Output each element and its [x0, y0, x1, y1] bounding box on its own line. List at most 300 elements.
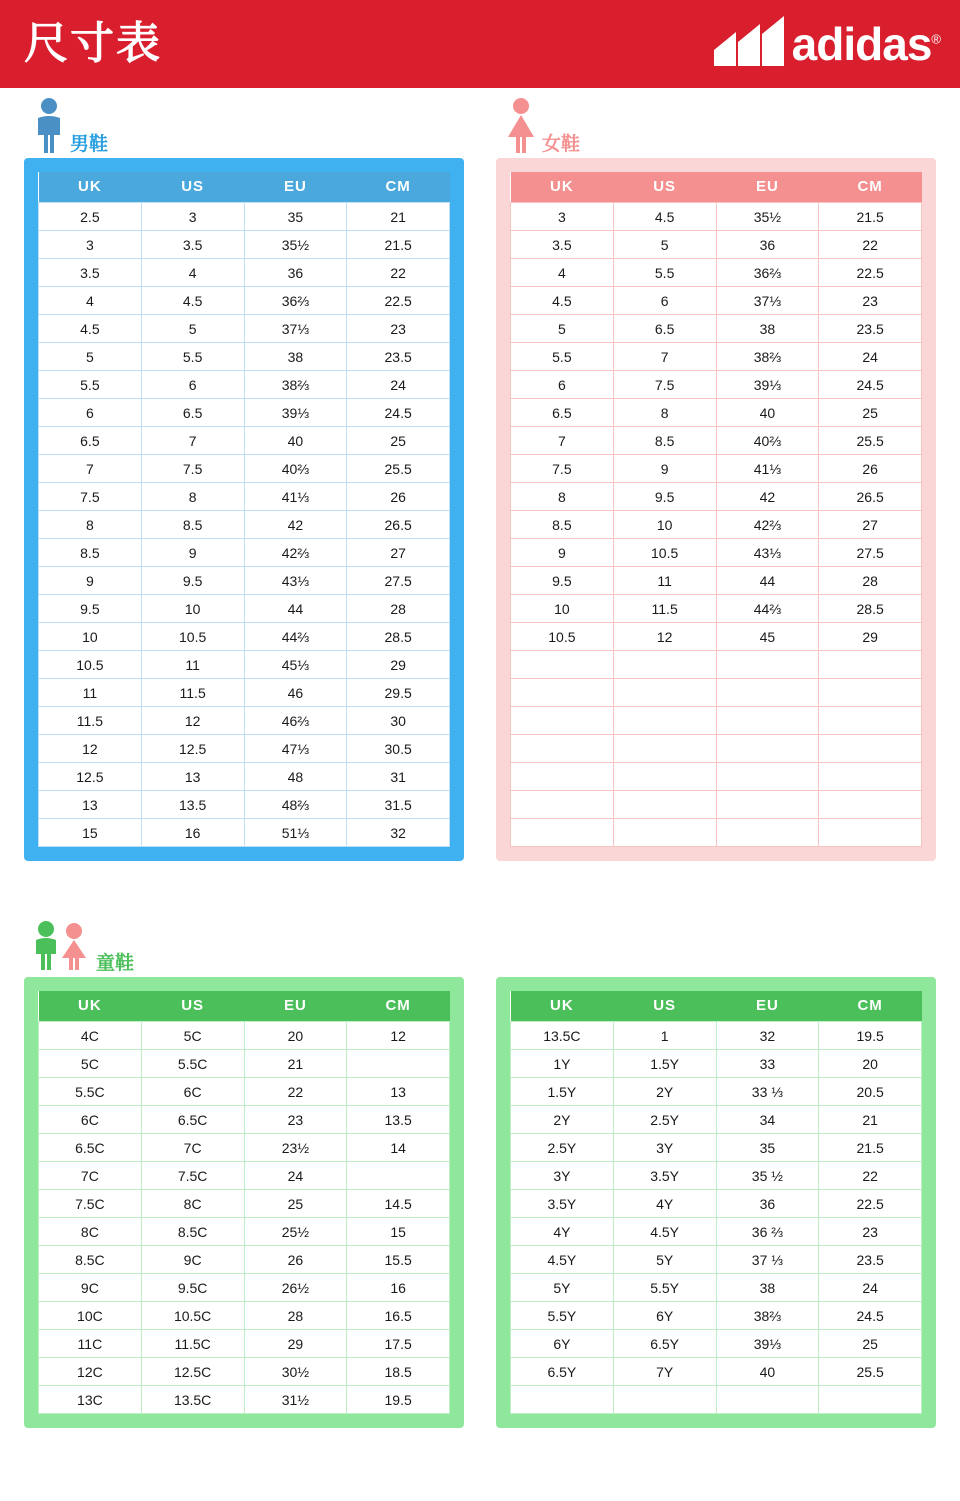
kids-left-cell-cm: 12 [347, 1022, 450, 1050]
kids-left-chart-card [24, 977, 464, 1428]
table-row [39, 455, 450, 483]
kids-left-cell-uk: 5C [39, 1050, 142, 1078]
men-cell-cm: 29 [347, 651, 450, 679]
kids-right-cell-uk: 2Y [511, 1106, 614, 1134]
kids-right-cell-cm: 22 [819, 1162, 922, 1190]
men-cell-eu: 44⅔ [244, 623, 347, 651]
kids-right-cell-uk: 6Y [511, 1330, 614, 1358]
men-cell-uk: 11 [39, 679, 142, 707]
kids-charts-row [24, 977, 936, 1428]
table-row [39, 1106, 450, 1134]
women-cell-eu: 36 [716, 231, 819, 259]
table-row [39, 679, 450, 707]
adidas-wordmark [791, 18, 940, 70]
table-row [39, 259, 450, 287]
kids-right-cell-uk: 4Y [511, 1218, 614, 1246]
kids-left-cell-us: 6.5C [141, 1106, 244, 1134]
kids-left-section [24, 977, 464, 1428]
women-cell-us: 4.5 [613, 203, 716, 231]
women-cell-eu: 40⅔ [716, 427, 819, 455]
kids-left-cell-uk: 9C [39, 1274, 142, 1302]
table-row [511, 511, 922, 539]
women-col-header-eu: EU [716, 172, 819, 203]
women-cell-us: 10.5 [613, 539, 716, 567]
men-cell-us: 6 [141, 371, 244, 399]
men-section [24, 88, 464, 861]
men-chart-card [24, 158, 464, 861]
kids-left-col-header-eu: EU [244, 991, 347, 1022]
men-cell-cm: 23 [347, 315, 450, 343]
kids-left-cell-eu: 29 [244, 1330, 347, 1358]
kids-right-cell-uk: 1.5Y [511, 1078, 614, 1106]
table-row [511, 623, 922, 651]
women-cell-us: 9.5 [613, 483, 716, 511]
kids-right-cell-uk: 3Y [511, 1162, 614, 1190]
table-row [511, 1106, 922, 1134]
kids-right-cell-eu: 36 ⅔ [716, 1218, 819, 1246]
kids-right-cell-eu: 36 [716, 1190, 819, 1218]
women-cell-uk: 3.5 [511, 231, 614, 259]
table-row [511, 735, 922, 763]
women-cell-uk [511, 735, 614, 763]
kids-left-cell-uk: 13C [39, 1386, 142, 1414]
men-cell-eu: 46 [244, 679, 347, 707]
kids-left-cell-eu: 23 [244, 1106, 347, 1134]
kids-right-cell-us: 6.5Y [613, 1330, 716, 1358]
bottom-spacer [24, 1428, 936, 1468]
kids-right-cell-uk: 4.5Y [511, 1246, 614, 1274]
women-cell-eu: 35½ [716, 203, 819, 231]
men-cell-eu: 43⅓ [244, 567, 347, 595]
page-header [0, 0, 960, 88]
kids-left-cell-eu: 22 [244, 1078, 347, 1106]
women-cell-eu: 38 [716, 315, 819, 343]
women-cell-cm: 24.5 [819, 371, 922, 399]
women-cell-eu: 44⅔ [716, 595, 819, 623]
table-row [511, 483, 922, 511]
kids-left-cell-uk: 11C [39, 1330, 142, 1358]
table-row [511, 1302, 922, 1330]
table-row [511, 343, 922, 371]
men-cell-eu: 45⅓ [244, 651, 347, 679]
women-cell-uk: 10.5 [511, 623, 614, 651]
men-cell-us: 9 [141, 539, 244, 567]
men-cell-us: 13.5 [141, 791, 244, 819]
women-cell-uk: 6 [511, 371, 614, 399]
table-row [39, 623, 450, 651]
men-cell-us: 10 [141, 595, 244, 623]
kids-left-cell-us: 9C [141, 1246, 244, 1274]
table-row [39, 819, 450, 847]
table-row [39, 1190, 450, 1218]
table-row [511, 1078, 922, 1106]
kids-section-header [24, 907, 936, 977]
table-row [39, 1302, 450, 1330]
kids-right-cell-us: 1 [613, 1022, 716, 1050]
men-cell-cm: 28 [347, 595, 450, 623]
men-cell-us: 12.5 [141, 735, 244, 763]
men-cell-eu: 37⅓ [244, 315, 347, 343]
women-cell-uk: 8 [511, 483, 614, 511]
men-cell-cm: 25.5 [347, 455, 450, 483]
kids-right-cell-cm: 21.5 [819, 1134, 922, 1162]
table-row [511, 231, 922, 259]
women-cell-cm: 24 [819, 343, 922, 371]
men-cell-uk: 8 [39, 511, 142, 539]
men-cell-cm: 30.5 [347, 735, 450, 763]
kids-right-cell-us: 4.5Y [613, 1218, 716, 1246]
kids-right-cell-cm: 21 [819, 1106, 922, 1134]
men-cell-eu: 42⅔ [244, 539, 347, 567]
men-col-header-uk: UK [39, 172, 142, 203]
kids-right-cell-us: 5.5Y [613, 1274, 716, 1302]
women-table-header-row [511, 172, 922, 203]
table-row [39, 1078, 450, 1106]
men-cell-eu: 35½ [244, 231, 347, 259]
kids-right-cell-uk [511, 1386, 614, 1414]
table-row [39, 791, 450, 819]
men-cell-eu: 44 [244, 595, 347, 623]
kids-left-cell-uk: 5.5C [39, 1078, 142, 1106]
men-cell-us: 4.5 [141, 287, 244, 315]
kids-left-cell-us: 6C [141, 1078, 244, 1106]
women-cell-uk [511, 651, 614, 679]
kids-right-cell-us: 7Y [613, 1358, 716, 1386]
kids-left-cell-uk: 7C [39, 1162, 142, 1190]
kids-left-cell-cm: 17.5 [347, 1330, 450, 1358]
women-cell-us: 8 [613, 399, 716, 427]
kids-right-col-header-cm: CM [819, 991, 922, 1022]
table-row [511, 1162, 922, 1190]
men-cell-cm: 25 [347, 427, 450, 455]
adidas-logo [712, 16, 940, 73]
table-row [39, 315, 450, 343]
table-row [511, 371, 922, 399]
men-cell-uk: 7.5 [39, 483, 142, 511]
kids-left-size-table [38, 991, 450, 1414]
women-cell-us: 11 [613, 567, 716, 595]
kids-left-cell-cm: 16 [347, 1274, 450, 1302]
table-row [511, 287, 922, 315]
kids-left-cell-cm: 13 [347, 1078, 450, 1106]
women-cell-cm: 23.5 [819, 315, 922, 343]
table-row [511, 1358, 922, 1386]
men-cell-cm: 22 [347, 259, 450, 287]
kids-right-cell-us: 2.5Y [613, 1106, 716, 1134]
women-cell-uk [511, 707, 614, 735]
men-cell-cm: 30 [347, 707, 450, 735]
women-cell-cm: 25 [819, 399, 922, 427]
men-cell-uk: 9.5 [39, 595, 142, 623]
women-cell-uk: 7 [511, 427, 614, 455]
kids-right-col-header-eu: EU [716, 991, 819, 1022]
men-cell-us: 8.5 [141, 511, 244, 539]
men-cell-eu: 38 [244, 343, 347, 371]
men-cell-cm: 23.5 [347, 343, 450, 371]
kids-left-cell-eu: 23½ [244, 1134, 347, 1162]
women-chart-card [496, 158, 936, 861]
kids-right-cell-eu: 33 [716, 1050, 819, 1078]
men-section-header [24, 88, 464, 158]
women-size-table [510, 172, 922, 847]
men-cell-uk: 3 [39, 231, 142, 259]
table-row [511, 763, 922, 791]
women-cell-eu: 45 [716, 623, 819, 651]
kids-right-cell-eu: 35 ½ [716, 1162, 819, 1190]
table-row [39, 427, 450, 455]
men-cell-eu: 46⅔ [244, 707, 347, 735]
kids-right-cell-cm: 23.5 [819, 1246, 922, 1274]
table-row [511, 567, 922, 595]
kids-right-cell-cm: 22.5 [819, 1190, 922, 1218]
kids-right-cell-eu: 40 [716, 1358, 819, 1386]
men-cell-cm: 26.5 [347, 511, 450, 539]
kids-right-cell-cm: 25.5 [819, 1358, 922, 1386]
men-cell-eu: 41⅓ [244, 483, 347, 511]
table-row [39, 371, 450, 399]
women-section [496, 88, 936, 861]
page-title: 尺寸表 [24, 19, 162, 68]
table-row [511, 595, 922, 623]
kids-right-cell-eu: 37 ⅓ [716, 1246, 819, 1274]
kids-right-cell-eu: 32 [716, 1022, 819, 1050]
women-cell-us [613, 735, 716, 763]
kids-left-cell-cm: 19.5 [347, 1386, 450, 1414]
women-cell-us: 8.5 [613, 427, 716, 455]
women-cell-us: 9 [613, 455, 716, 483]
women-cell-us: 12 [613, 623, 716, 651]
men-size-table [38, 172, 450, 847]
women-cell-uk: 8.5 [511, 511, 614, 539]
kids-left-cell-uk: 8.5C [39, 1246, 142, 1274]
table-row [39, 1050, 450, 1078]
women-cell-cm: 26.5 [819, 483, 922, 511]
kids-left-cell-eu: 26½ [244, 1274, 347, 1302]
women-cell-cm: 28.5 [819, 595, 922, 623]
women-cell-uk [511, 819, 614, 847]
women-cell-us: 5.5 [613, 259, 716, 287]
women-cell-uk: 10 [511, 595, 614, 623]
table-row [511, 259, 922, 287]
men-cell-uk: 6.5 [39, 427, 142, 455]
women-cell-uk: 5 [511, 315, 614, 343]
women-cell-uk: 9 [511, 539, 614, 567]
women-cell-uk: 6.5 [511, 399, 614, 427]
men-cell-uk: 9 [39, 567, 142, 595]
men-cell-us: 8 [141, 483, 244, 511]
kids-left-cell-cm: 14.5 [347, 1190, 450, 1218]
men-cell-uk: 12.5 [39, 763, 142, 791]
kids-left-col-header-uk: UK [39, 991, 142, 1022]
women-cell-eu: 40 [716, 399, 819, 427]
table-row [511, 455, 922, 483]
men-cell-us: 7.5 [141, 455, 244, 483]
adidas-wordmark-text: adidas [791, 18, 932, 70]
men-cell-cm: 31 [347, 763, 450, 791]
kids-right-cell-uk: 5Y [511, 1274, 614, 1302]
women-cell-us [613, 679, 716, 707]
kids-left-cell-cm: 14 [347, 1134, 450, 1162]
table-row [511, 1022, 922, 1050]
table-row [511, 707, 922, 735]
men-cell-cm: 24 [347, 371, 450, 399]
men-cell-uk: 11.5 [39, 707, 142, 735]
women-col-header-cm: CM [819, 172, 922, 203]
kids-right-table-header-row [511, 991, 922, 1022]
kids-left-cell-uk: 8C [39, 1218, 142, 1246]
kids-left-cell-uk: 6C [39, 1106, 142, 1134]
table-row [39, 1274, 450, 1302]
men-cell-uk: 7 [39, 455, 142, 483]
table-row [511, 679, 922, 707]
women-cell-cm: 27 [819, 511, 922, 539]
women-col-header-us: US [613, 172, 716, 203]
kids-left-table-header-row [39, 991, 450, 1022]
kids-right-cell-eu: 39⅓ [716, 1330, 819, 1358]
kids-left-cell-cm: 13.5 [347, 1106, 450, 1134]
table-row [39, 483, 450, 511]
table-row [39, 651, 450, 679]
kids-left-cell-cm: 16.5 [347, 1302, 450, 1330]
women-cell-eu [716, 707, 819, 735]
table-row [39, 1358, 450, 1386]
kids-left-cell-eu: 25 [244, 1190, 347, 1218]
adidas-three-bars-icon [712, 16, 786, 73]
men-cell-uk: 5 [39, 343, 142, 371]
table-row [39, 539, 450, 567]
men-cell-us: 7 [141, 427, 244, 455]
table-row [511, 539, 922, 567]
kids-left-col-header-us: US [141, 991, 244, 1022]
kids-right-cell-us: 4Y [613, 1190, 716, 1218]
men-cell-us: 3 [141, 203, 244, 231]
men-cell-us: 12 [141, 707, 244, 735]
men-cell-uk: 8.5 [39, 539, 142, 567]
kids-right-cell-uk: 3.5Y [511, 1190, 614, 1218]
men-cell-cm: 29.5 [347, 679, 450, 707]
women-cell-cm: 21.5 [819, 203, 922, 231]
women-cell-uk [511, 791, 614, 819]
kids-left-cell-cm [347, 1050, 450, 1078]
women-cell-eu [716, 763, 819, 791]
men-cell-cm: 24.5 [347, 399, 450, 427]
kids-right-cell-uk: 13.5C [511, 1022, 614, 1050]
men-cell-uk: 4 [39, 287, 142, 315]
kids-left-cell-us: 8C [141, 1190, 244, 1218]
women-cell-uk [511, 763, 614, 791]
women-cell-cm: 25.5 [819, 427, 922, 455]
men-cell-cm: 31.5 [347, 791, 450, 819]
kids-left-cell-eu: 21 [244, 1050, 347, 1078]
men-cell-cm: 28.5 [347, 623, 450, 651]
women-cell-us: 6 [613, 287, 716, 315]
women-cell-cm: 27.5 [819, 539, 922, 567]
women-cell-cm: 26 [819, 455, 922, 483]
women-cell-eu: 42 [716, 483, 819, 511]
kids-right-cell-us: 6Y [613, 1302, 716, 1330]
men-cell-cm: 32 [347, 819, 450, 847]
women-cell-uk: 7.5 [511, 455, 614, 483]
kids-left-cell-us: 10.5C [141, 1302, 244, 1330]
men-cell-eu: 42 [244, 511, 347, 539]
men-cell-us: 5.5 [141, 343, 244, 371]
women-cell-eu [716, 819, 819, 847]
women-cell-us [613, 763, 716, 791]
kids-right-cell-uk: 1Y [511, 1050, 614, 1078]
kids-right-cell-cm: 24 [819, 1274, 922, 1302]
women-cell-cm [819, 707, 922, 735]
men-cell-us: 5 [141, 315, 244, 343]
table-row [511, 651, 922, 679]
men-cell-eu: 40 [244, 427, 347, 455]
table-row [511, 427, 922, 455]
table-row [511, 1050, 922, 1078]
table-row [39, 763, 450, 791]
men-cell-uk: 5.5 [39, 371, 142, 399]
kids-right-cell-uk: 5.5Y [511, 1302, 614, 1330]
women-cell-eu: 41⅓ [716, 455, 819, 483]
women-cell-eu: 38⅔ [716, 343, 819, 371]
women-cell-us: 5 [613, 231, 716, 259]
men-cell-uk: 15 [39, 819, 142, 847]
kids-right-cell-us: 2Y [613, 1078, 716, 1106]
kids-right-col-header-uk: UK [511, 991, 614, 1022]
women-cell-cm: 28 [819, 567, 922, 595]
table-row [511, 1330, 922, 1358]
kids-right-cell-eu: 34 [716, 1106, 819, 1134]
men-cell-uk: 4.5 [39, 315, 142, 343]
registered-mark: ® [931, 31, 940, 47]
table-row [39, 1246, 450, 1274]
women-cell-cm [819, 651, 922, 679]
women-cell-cm: 22 [819, 231, 922, 259]
kids-left-cell-us: 11.5C [141, 1330, 244, 1358]
men-cell-us: 11 [141, 651, 244, 679]
women-cell-us [613, 707, 716, 735]
table-row [39, 287, 450, 315]
kids-right-cell-eu: 35 [716, 1134, 819, 1162]
kids-right-size-table [510, 991, 922, 1414]
kids-left-cell-us: 12.5C [141, 1358, 244, 1386]
women-cell-uk: 5.5 [511, 343, 614, 371]
table-row [511, 1274, 922, 1302]
women-cell-eu: 43⅓ [716, 539, 819, 567]
women-section-label: 女鞋 [542, 134, 581, 155]
women-cell-cm: 23 [819, 287, 922, 315]
kids-left-cell-eu: 24 [244, 1162, 347, 1190]
section-spacer [24, 861, 936, 907]
men-cell-us: 11.5 [141, 679, 244, 707]
kids-left-cell-cm [347, 1162, 450, 1190]
women-cell-cm [819, 819, 922, 847]
kids-left-cell-us: 5.5C [141, 1050, 244, 1078]
male-figure-icon [32, 97, 66, 158]
men-cell-eu: 39⅓ [244, 399, 347, 427]
kids-left-cell-eu: 31½ [244, 1386, 347, 1414]
kids-right-cell-uk: 6.5Y [511, 1358, 614, 1386]
table-row [39, 343, 450, 371]
kids-left-cell-uk: 7.5C [39, 1190, 142, 1218]
women-cell-us [613, 791, 716, 819]
women-cell-cm [819, 735, 922, 763]
table-row [39, 1218, 450, 1246]
kids-figures-icon [32, 920, 92, 977]
table-row [511, 399, 922, 427]
men-cell-uk: 10 [39, 623, 142, 651]
kids-right-chart-card [496, 977, 936, 1428]
men-cell-eu: 40⅔ [244, 455, 347, 483]
men-cell-eu: 36 [244, 259, 347, 287]
